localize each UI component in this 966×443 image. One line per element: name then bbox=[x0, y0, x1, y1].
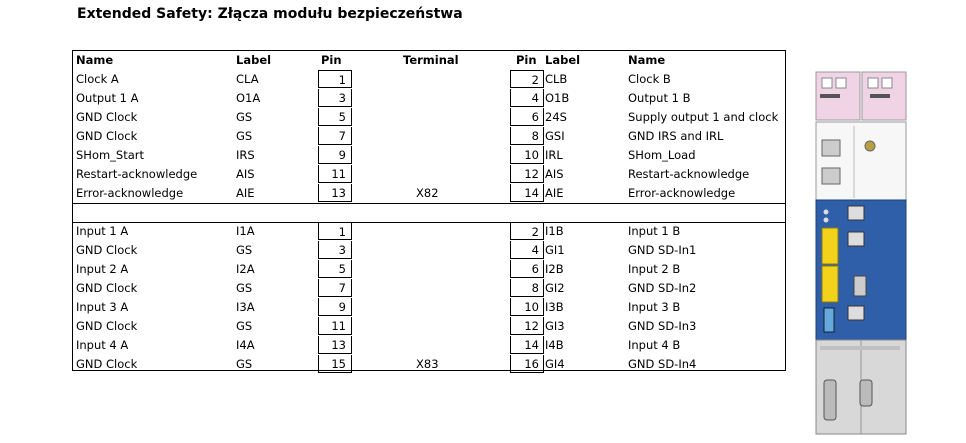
rj45-port-icon bbox=[848, 206, 864, 220]
pin-number: 5 bbox=[318, 260, 352, 278]
pin-number: 11 bbox=[318, 317, 352, 335]
header-pin: Pin bbox=[321, 53, 342, 67]
module-upper-body bbox=[816, 122, 906, 200]
pin-name: GND Clock bbox=[76, 243, 138, 257]
pin-number-right: 10 bbox=[510, 146, 544, 164]
pin-number-right: 6 bbox=[510, 260, 544, 278]
pin-label: GS bbox=[236, 110, 253, 124]
pin-label-right: I1B bbox=[545, 224, 564, 238]
pin-label: GS bbox=[236, 319, 253, 333]
section-separator bbox=[73, 203, 785, 223]
table-row bbox=[73, 222, 785, 240]
pin-name: GND Clock bbox=[76, 319, 138, 333]
header-name: Name bbox=[76, 53, 114, 67]
table-row bbox=[73, 108, 785, 126]
pin-label: AIS bbox=[236, 167, 255, 181]
pin-label: CLA bbox=[236, 72, 259, 86]
header-pin-right: Pin bbox=[516, 53, 537, 67]
pin-name: Input 2 A bbox=[76, 262, 129, 276]
pin-name-right: Restart-acknowledge bbox=[628, 167, 750, 181]
pin-number-right: 12 bbox=[510, 317, 544, 335]
pin-name: GND Clock bbox=[76, 110, 138, 124]
rj45-port-icon bbox=[822, 168, 840, 184]
pin-name-right: Supply output 1 and clock bbox=[628, 110, 779, 124]
pin-number: 11 bbox=[318, 165, 352, 183]
pin-number: 9 bbox=[318, 146, 352, 164]
pin-name: SHom_Start bbox=[76, 148, 145, 162]
pin-name-right: GND SD-In4 bbox=[628, 357, 697, 371]
pin-name: Error-acknowledge bbox=[76, 186, 184, 200]
pin-label-right: IRL bbox=[545, 148, 563, 162]
table-row bbox=[73, 89, 785, 107]
pin-label: I2A bbox=[236, 262, 255, 276]
table-row bbox=[73, 127, 785, 145]
terminal-block-x83 bbox=[822, 266, 838, 302]
rj45-port-icon bbox=[848, 306, 864, 320]
table-row bbox=[73, 355, 785, 373]
table-row bbox=[73, 70, 785, 88]
pin-label-right: GSI bbox=[545, 129, 565, 143]
header-label-right: Label bbox=[545, 53, 581, 67]
pin-label: GS bbox=[236, 129, 253, 143]
pin-name: Output 1 A bbox=[76, 91, 139, 105]
pin-number-right: 2 bbox=[510, 70, 544, 88]
pin-number-right: 16 bbox=[510, 355, 544, 373]
pin-name-right: GND SD-In2 bbox=[628, 281, 697, 295]
pin-name-right: GND IRS and IRL bbox=[628, 129, 724, 143]
pin-label-right: GI4 bbox=[545, 357, 565, 371]
pin-table bbox=[72, 50, 786, 371]
screw-icon bbox=[865, 141, 875, 151]
pin-label: GS bbox=[236, 243, 253, 257]
pin-label-right: I3B bbox=[545, 300, 564, 314]
terminal-label: X83 bbox=[416, 357, 439, 371]
pin-label-right: CLB bbox=[545, 72, 568, 86]
sub-d-connector-icon bbox=[824, 380, 836, 420]
pin-label-right: I4B bbox=[545, 338, 564, 352]
rj45-port-icon bbox=[822, 140, 840, 156]
pin-name-right: GND SD-In1 bbox=[628, 243, 697, 257]
pin-number-right: 4 bbox=[510, 89, 544, 107]
pin-number-right: 4 bbox=[510, 241, 544, 259]
pin-label-right: I2B bbox=[545, 262, 564, 276]
pin-name-right: Clock B bbox=[628, 72, 671, 86]
pin-number-right: 12 bbox=[510, 165, 544, 183]
pin-name: Input 3 A bbox=[76, 300, 129, 314]
table-row bbox=[73, 184, 785, 202]
pin-label-right: AIS bbox=[545, 167, 564, 181]
pin-name-right: Error-acknowledge bbox=[628, 186, 736, 200]
pin-name: Input 1 A bbox=[76, 224, 129, 238]
pin-number: 1 bbox=[318, 222, 352, 240]
pin-number: 3 bbox=[318, 89, 352, 107]
terminal-block-x82 bbox=[822, 228, 838, 264]
table-row bbox=[73, 298, 785, 316]
pin-label: GS bbox=[236, 357, 253, 371]
table-row bbox=[73, 146, 785, 164]
pin-name: GND Clock bbox=[76, 281, 138, 295]
table-row bbox=[73, 336, 785, 354]
pin-name-right: Input 3 B bbox=[628, 300, 681, 314]
pin-name: GND Clock bbox=[76, 357, 138, 371]
pin-label: O1A bbox=[236, 91, 261, 105]
pin-label: I4A bbox=[236, 338, 255, 352]
terminal-label: X82 bbox=[416, 186, 439, 200]
pin-number-right: 2 bbox=[510, 222, 544, 240]
pin-number: 15 bbox=[318, 355, 352, 373]
pin-number: 7 bbox=[318, 127, 352, 145]
pin-name-right: Input 4 B bbox=[628, 338, 681, 352]
page-title: Extended Safety: Złącza modułu bezpieczeństwa bbox=[77, 6, 463, 22]
safety-module-illustration bbox=[808, 70, 910, 436]
pin-name: GND Clock bbox=[76, 129, 138, 143]
pin-label: GS bbox=[236, 281, 253, 295]
table-row bbox=[73, 260, 785, 278]
pin-label: I3A bbox=[236, 300, 255, 314]
pin-name: Clock A bbox=[76, 72, 119, 86]
pin-number: 7 bbox=[318, 279, 352, 297]
pin-number-right: 10 bbox=[510, 298, 544, 316]
pin-name-right: GND SD-In3 bbox=[628, 319, 697, 333]
table-row bbox=[73, 279, 785, 297]
pin-label-right: O1B bbox=[545, 91, 570, 105]
pin-number: 3 bbox=[318, 241, 352, 259]
pin-number: 13 bbox=[318, 336, 352, 354]
pin-name: Restart-acknowledge bbox=[76, 167, 198, 181]
header-terminal: Terminal bbox=[403, 53, 459, 67]
pin-label-right: GI3 bbox=[545, 319, 565, 333]
header-label: Label bbox=[236, 53, 272, 67]
pin-number-right: 14 bbox=[510, 184, 544, 202]
pin-label-right: AIE bbox=[545, 186, 564, 200]
pin-name-right: SHom_Load bbox=[628, 148, 696, 162]
pin-number-right: 8 bbox=[510, 279, 544, 297]
pin-number-right: 6 bbox=[510, 108, 544, 126]
pin-label: IRS bbox=[236, 148, 255, 162]
pin-name-right: Output 1 B bbox=[628, 91, 691, 105]
pin-name-right: Input 2 B bbox=[628, 262, 681, 276]
pin-number-right: 14 bbox=[510, 336, 544, 354]
pin-label: AIE bbox=[236, 186, 255, 200]
pin-number: 1 bbox=[318, 70, 352, 88]
pin-label-right: 24S bbox=[545, 110, 567, 124]
sub-d-connector-icon bbox=[860, 380, 872, 406]
rj45-port-icon bbox=[848, 232, 864, 246]
pin-number: 5 bbox=[318, 108, 352, 126]
table-row bbox=[73, 165, 785, 183]
pin-label-right: GI1 bbox=[545, 243, 565, 257]
pin-number: 13 bbox=[318, 184, 352, 202]
header-name-right: Name bbox=[628, 53, 666, 67]
table-row bbox=[73, 241, 785, 259]
pin-name: Input 4 A bbox=[76, 338, 129, 352]
pin-number: 9 bbox=[318, 298, 352, 316]
pin-label: I1A bbox=[236, 224, 255, 238]
pin-number-right: 8 bbox=[510, 127, 544, 145]
table-row bbox=[73, 317, 785, 335]
pin-name-right: Input 1 B bbox=[628, 224, 681, 238]
pin-label-right: GI2 bbox=[545, 281, 565, 295]
